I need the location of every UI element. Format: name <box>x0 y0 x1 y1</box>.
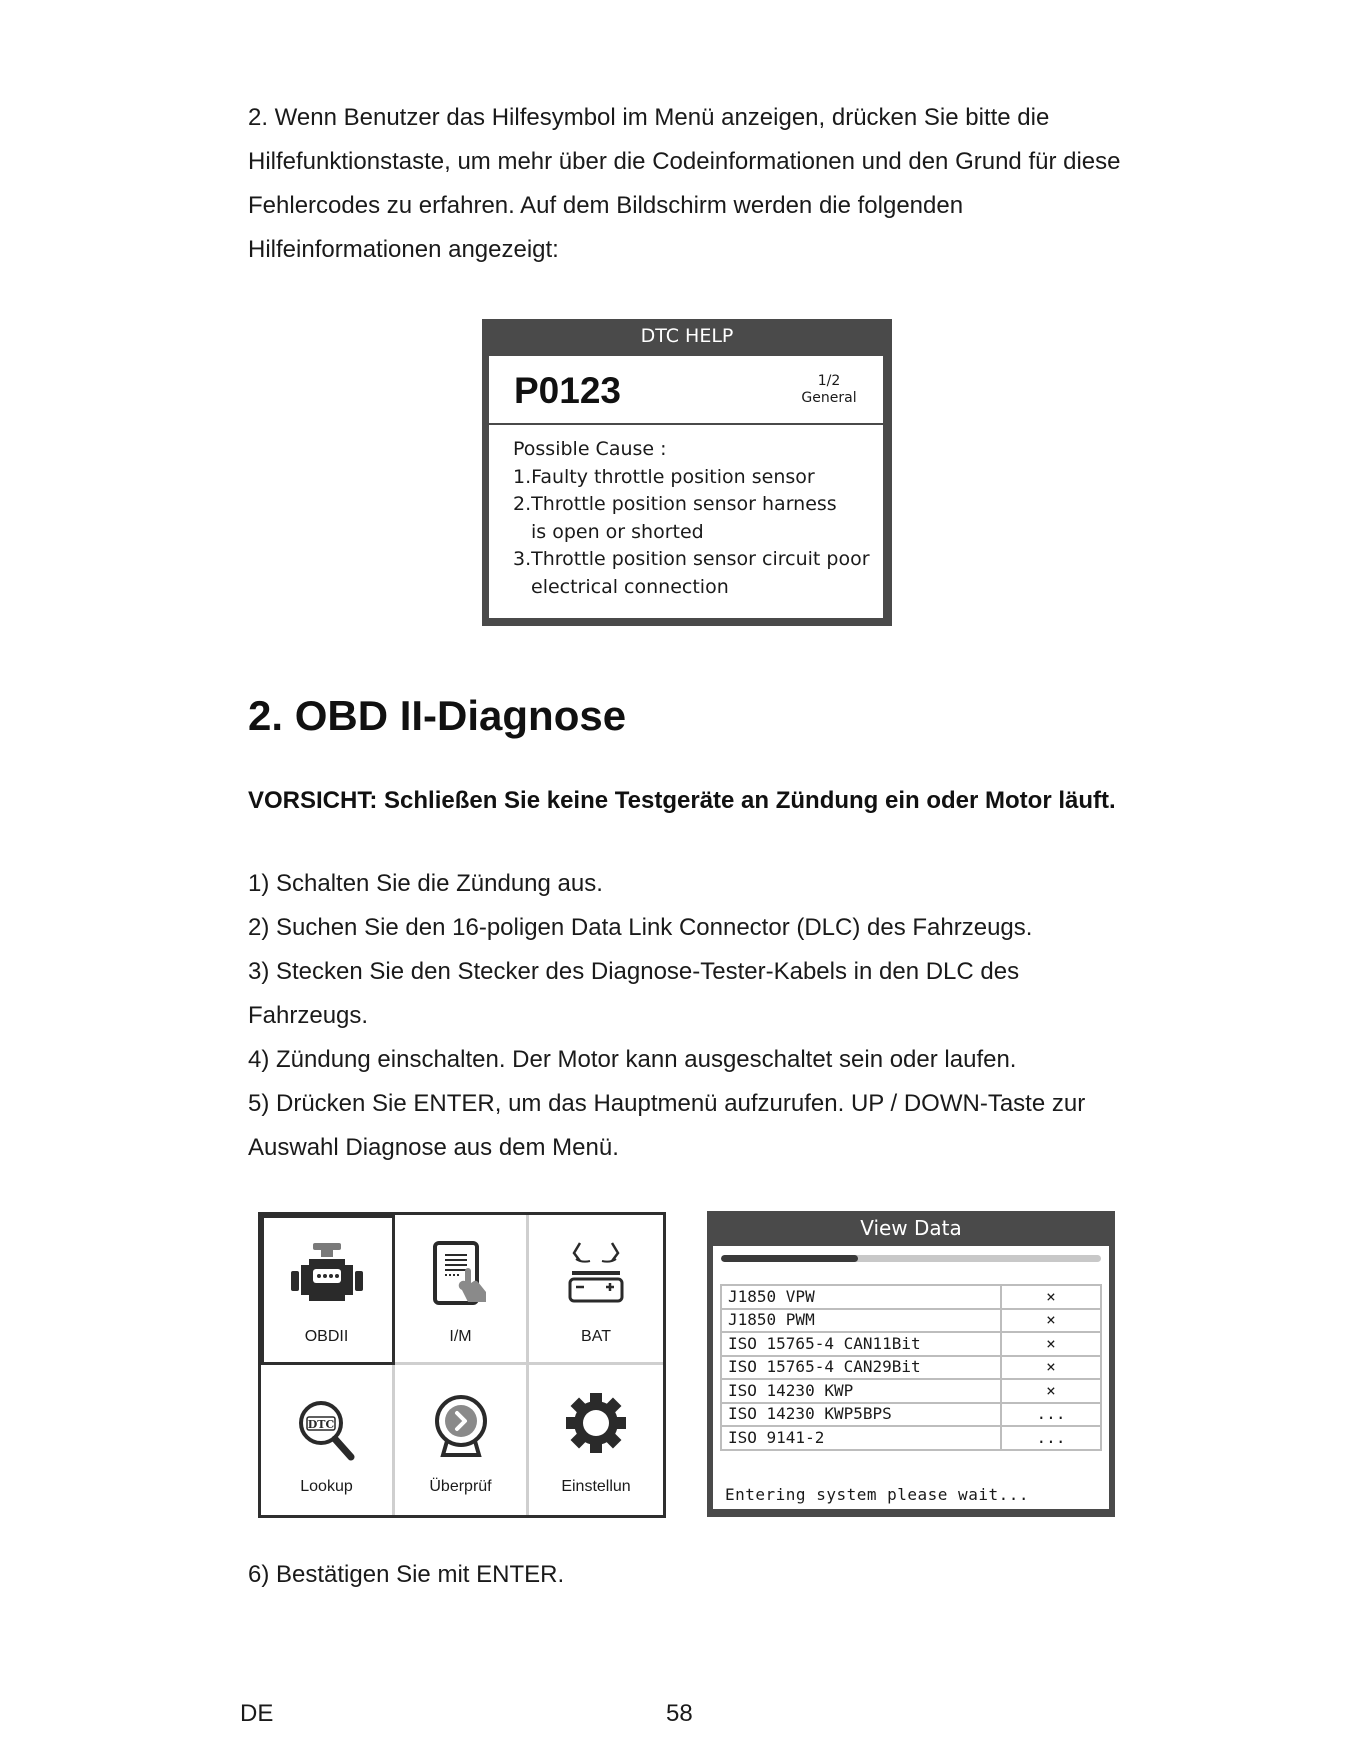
language-code: DE <box>240 1700 274 1727</box>
cause-line: electrical connection <box>531 575 729 598</box>
menu-tile-settings[interactable] <box>529 1365 663 1515</box>
protocol-name: J1850 VPW <box>721 1285 1001 1309</box>
protocol-status: × <box>1001 1332 1101 1356</box>
table-row <box>721 1309 1101 1333</box>
table-row <box>721 1403 1101 1427</box>
divider <box>489 423 883 425</box>
menu-tile-check[interactable] <box>395 1365 529 1515</box>
dtc-help-panel <box>489 356 883 618</box>
step-item: 3) Stecken Sie den Stecker des Diagnose-Tester-Kabels in den DLC des Fahrzeugs. <box>248 958 1020 1029</box>
dtc-lookup-icon <box>287 1387 367 1467</box>
table-row <box>721 1426 1101 1450</box>
step-item: 1) Schalten Sie die Zündung aus. <box>248 870 603 897</box>
table-row <box>721 1285 1101 1309</box>
cause-line: 2.Throttle position sensor harness <box>513 493 837 515</box>
status-message: Entering system please wait... <box>725 1485 1029 1504</box>
protocol-status: × <box>1001 1356 1101 1380</box>
cause-line: is open or shorted <box>531 520 704 543</box>
menu-tile-bat[interactable] <box>529 1215 663 1365</box>
protocol-name: ISO 15765-4 CAN11Bit <box>721 1332 1001 1356</box>
dtc-page-info <box>789 373 869 407</box>
protocol-name: J1850 PWM <box>721 1309 1001 1333</box>
progress-bar <box>721 1255 1101 1262</box>
cause-heading: Possible Cause : <box>513 438 667 460</box>
section-title: 2. OBD II-Diagnose <box>248 692 627 739</box>
protocol-name: ISO 14230 KWP5BPS <box>721 1403 1001 1427</box>
engine-icon <box>287 1237 367 1317</box>
possible-causes <box>513 436 870 601</box>
view-data-title: View Data <box>860 1216 962 1240</box>
step-item: 4) Zündung einschalten. Der Motor kann ausgeschaltet sein oder laufen. <box>248 1046 1017 1073</box>
menu-tile-label: BAT <box>581 1328 611 1345</box>
menu-tile-label: Einstellun <box>561 1478 631 1495</box>
table-row <box>721 1356 1101 1380</box>
page-number: 58 <box>666 1700 693 1727</box>
protocol-table <box>720 1284 1102 1451</box>
table-row <box>721 1332 1101 1356</box>
cause-line: 1.Faulty throttle position sensor <box>513 465 815 488</box>
menu-tile-obdii[interactable] <box>261 1215 395 1365</box>
protocol-name: ISO 15765-4 CAN29Bit <box>721 1356 1001 1380</box>
view-data-screen <box>707 1211 1115 1517</box>
step-item: 5) Drücken Sie ENTER, um das Hauptmenü aufzurufen. UP / DOWN-Taste zur Auswahl Diagnose aus dem Menü. <box>248 1090 1086 1161</box>
gear-icon <box>556 1387 636 1467</box>
protocol-status: ... <box>1001 1403 1101 1427</box>
menu-tile-im[interactable] <box>395 1215 529 1365</box>
protocol-name: ISO 14230 KWP <box>721 1379 1001 1403</box>
intro-paragraph: 2. Wenn Benutzer das Hilfesymbol im Menü anzeigen, drücken Sie bitte die Hilfefunktionstaste, um mehr über die Codeinformationen und den Grund für diese Fehlercodes zu erfahren. Auf dem Bildschirm werden die folgenden Hilfeinformationen angezeigt: <box>248 104 1121 263</box>
step-list <box>248 862 1128 1170</box>
tablet-tap-icon <box>421 1237 501 1317</box>
protocol-status: × <box>1001 1379 1101 1403</box>
dtc-page-number: 1/2 <box>817 373 841 389</box>
progress-fill <box>721 1255 858 1262</box>
dtc-help-title: DTC HELP <box>640 325 734 347</box>
dtc-help-screen <box>482 319 892 626</box>
step-item: 6) Bestätigen Sie mit ENTER. <box>248 1561 565 1588</box>
dtc-code: P0123 <box>514 370 621 411</box>
protocol-status: ... <box>1001 1426 1101 1450</box>
menu-tile-label: Überprüf <box>429 1478 492 1495</box>
menu-tile-lookup[interactable] <box>261 1365 395 1515</box>
menu-tile-label: I/M <box>449 1328 472 1345</box>
protocol-name: ISO 9141-2 <box>721 1426 1001 1450</box>
check-arrow-icon <box>421 1387 501 1467</box>
step-item: 2) Suchen Sie den 16-poligen Data Link Connector (DLC) des Fahrzeugs. <box>248 914 1033 941</box>
view-data-panel <box>713 1246 1109 1509</box>
protocol-status: × <box>1001 1309 1101 1333</box>
menu-tile-label: OBDII <box>304 1328 349 1345</box>
dtc-category: General <box>801 390 857 406</box>
caution-note: VORSICHT: Schließen Sie keine Testgeräte an Zündung ein oder Motor läuft. <box>248 787 1116 814</box>
battery-icon <box>556 1237 636 1317</box>
menu-tile-label: Lookup <box>300 1478 353 1495</box>
svg-text:DTC: DTC <box>307 1418 334 1431</box>
protocol-status: × <box>1001 1285 1101 1309</box>
main-menu-screen <box>258 1212 666 1518</box>
cause-line: 3.Throttle position sensor circuit poor <box>513 548 870 570</box>
table-row <box>721 1379 1101 1403</box>
